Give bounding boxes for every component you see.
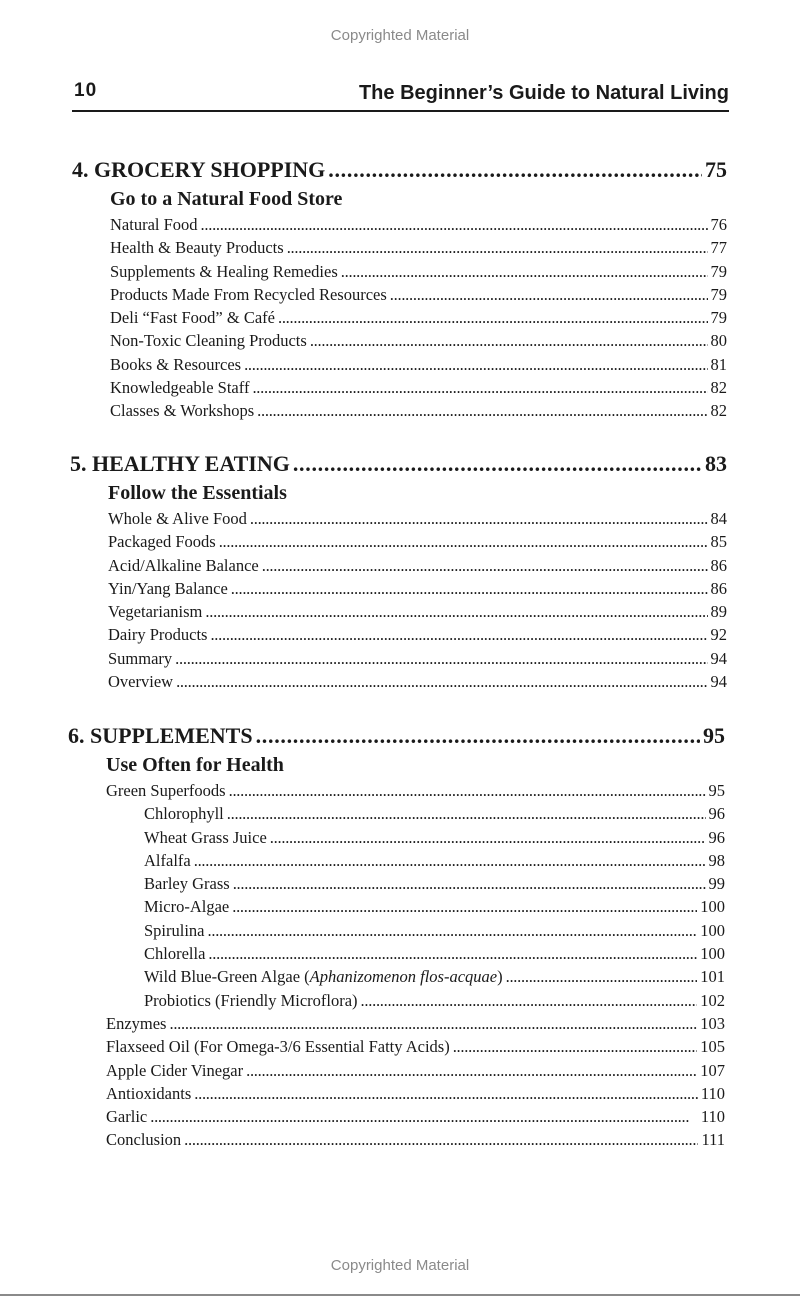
toc-entry-page: 110 — [700, 1083, 725, 1103]
toc-entry — [106, 1059, 725, 1082]
toc-entry-label: Summary — [108, 648, 173, 668]
toc-entry-page: 77 — [710, 238, 727, 258]
copyright-watermark-top: Copyrighted Material — [330, 27, 470, 44]
dot-leader — [194, 1082, 698, 1105]
toc-entry-page: 79 — [710, 284, 727, 304]
toc-subentry — [106, 802, 725, 825]
toc-entry-label: Green Superfoods — [106, 781, 226, 800]
dot-leader — [231, 577, 708, 600]
dot-leader — [341, 260, 708, 283]
toc-entry-label: Apple Cider Vinegar — [106, 1060, 244, 1080]
toc-entry-page: 86 — [710, 555, 727, 575]
toc-entry-page: 111 — [701, 1130, 725, 1150]
chapter-page: 83 — [705, 451, 727, 476]
toc-entry — [110, 236, 727, 259]
toc-subentry — [106, 965, 725, 988]
toc-entry-page: 81 — [710, 354, 727, 374]
dot-leader — [233, 872, 706, 895]
toc-entry-label: Antioxidants — [106, 1083, 192, 1103]
toc-entry-label: Chlorophyll — [144, 804, 224, 824]
toc-entry — [110, 306, 727, 329]
toc-entry-label: Products Made From Recycled Resources — [110, 284, 387, 304]
dot-leader — [287, 236, 708, 259]
dot-leader — [232, 895, 697, 918]
running-header — [72, 80, 729, 112]
toc-entry — [108, 647, 727, 670]
toc-entry-label: Barley Grass — [144, 874, 230, 894]
dot-leader — [208, 942, 697, 965]
toc-subentry — [106, 872, 725, 895]
dot-leader — [361, 989, 698, 1012]
toc-entry-label: Dairy Products — [108, 625, 208, 645]
toc-entry — [110, 353, 727, 376]
dot-leader — [278, 306, 708, 329]
toc-entry-page: 76 — [710, 215, 727, 234]
toc-subentry — [106, 942, 725, 965]
toc-entry-page: 103 — [700, 1013, 725, 1033]
dot-leader — [257, 399, 707, 422]
chapter-title: 6. SUPPLEMENTS — [68, 723, 253, 748]
dot-leader — [390, 283, 708, 306]
toc-entry-label: Whole & Alive Food — [108, 509, 247, 528]
dot-leader — [246, 1059, 697, 1082]
toc-entry-label: Health & Beauty Products — [110, 238, 284, 258]
toc-entry-label: Acid/Alkaline Balance — [108, 555, 259, 575]
toc-entry-label: Micro-Algae — [144, 897, 230, 917]
toc-entry-label: Spirulina — [144, 920, 205, 940]
toc-entry — [110, 399, 727, 422]
toc-entry-page: 100 — [700, 897, 725, 917]
dot-leader — [256, 721, 700, 751]
toc-entry-label: Conclusion — [106, 1130, 182, 1150]
chapter-heading — [72, 155, 727, 185]
toc-entry-page: 102 — [700, 990, 725, 1010]
toc-entry — [106, 1082, 725, 1105]
dot-leader — [270, 826, 706, 849]
dot-leader — [250, 507, 708, 530]
toc-subentry — [106, 989, 725, 1012]
toc-subentry — [106, 826, 725, 849]
toc-entry-page: 94 — [710, 672, 727, 692]
chapter-subtitle: Go to a Natural Food Store — [110, 188, 343, 210]
toc-entry-page: 89 — [710, 602, 727, 622]
dot-leader — [208, 919, 698, 942]
toc-entry-label: Deli “Fast Food” & Café — [110, 308, 275, 328]
toc-entry-label: Vegetarianism — [108, 602, 203, 622]
toc-entry-page: 96 — [708, 804, 725, 824]
toc-entry — [106, 1105, 725, 1128]
chapter-heading — [68, 721, 725, 751]
chapter-page: 95 — [703, 723, 725, 748]
dot-leader — [169, 1012, 697, 1035]
toc-entry-page: 85 — [710, 532, 727, 552]
chapter-title: 4. GROCERY SHOPPING — [72, 157, 326, 182]
toc-entry-label: Natural Food — [110, 215, 198, 234]
dot-leader — [210, 623, 707, 646]
toc-entry — [106, 779, 725, 802]
toc-entry-page: 86 — [710, 578, 727, 598]
toc-entry-label: Non-Toxic Cleaning Products — [110, 331, 307, 351]
toc-entry-label: Books & Resources — [110, 354, 242, 374]
toc-entry — [106, 1012, 725, 1035]
dot-leader — [227, 802, 706, 825]
toc-entry — [110, 376, 727, 399]
toc-entry — [110, 329, 727, 352]
toc-entry-label: Chlorella — [144, 944, 206, 964]
toc-entry-label: Garlic — [106, 1107, 148, 1127]
toc-entry-label: Wheat Grass Juice — [144, 827, 267, 847]
toc-entry — [108, 507, 727, 530]
toc-entry — [108, 577, 727, 600]
toc-entry-page: 80 — [710, 331, 727, 351]
toc-entry-page: 79 — [710, 261, 727, 281]
dot-leader — [453, 1035, 698, 1058]
toc-entry-page: 99 — [708, 874, 725, 894]
toc-entry-label: Yin/Yang Balance — [108, 578, 228, 598]
dot-leader — [176, 670, 707, 693]
toc-entry-page: 101 — [700, 967, 725, 987]
toc-entry-label: Packaged Foods — [108, 532, 216, 552]
toc-entry — [108, 600, 727, 623]
toc-entry-label: Flaxseed Oil (For Omega-3/6 Essential Fatty Acids) — [106, 1037, 450, 1057]
toc-entry — [108, 530, 727, 553]
dot-leader — [506, 965, 698, 988]
dot-leader — [184, 1128, 698, 1151]
chapter-page: 75 — [705, 157, 727, 182]
toc-entry-page: 82 — [710, 378, 727, 398]
dot-leader — [205, 600, 707, 623]
scan-edge-rule — [0, 1294, 800, 1296]
toc-entry-label: Wild Blue-Green Algae (Aphanizomenon flos-acquae) — [144, 967, 503, 987]
chapter-subtitle: Follow the Essentials — [108, 482, 287, 504]
toc-entry-label: Enzymes — [106, 1013, 167, 1033]
toc-entry-page: 95 — [708, 781, 725, 800]
dot-leader — [244, 353, 707, 376]
toc-entry-label: Knowledgeable Staff — [110, 378, 250, 398]
toc-entry-page: 100 — [700, 920, 725, 940]
dot-leader — [201, 213, 708, 236]
toc-entry-page: 79 — [710, 308, 727, 328]
toc-entry — [110, 283, 727, 306]
toc-entry-page: 92 — [710, 625, 727, 645]
toc-chapter-healthy-eating — [70, 449, 727, 693]
toc-entry-label: Classes & Workshops — [110, 401, 255, 421]
chapter-subtitle: Use Often for Health — [106, 754, 284, 776]
page-number: 10 — [74, 80, 98, 101]
dot-leader — [252, 376, 707, 399]
toc-entry-page: 100 — [700, 944, 725, 964]
dot-leader — [328, 155, 702, 185]
toc-subentry — [106, 919, 725, 942]
book-title: The Beginner’s Guide to Natural Living — [358, 82, 729, 104]
dot-leader — [262, 554, 708, 577]
dot-leader — [229, 779, 706, 802]
toc-entry-page: 110 — [700, 1107, 725, 1127]
toc-entry-page: 84 — [710, 509, 727, 528]
dot-leader — [293, 449, 702, 479]
toc-entry — [106, 1128, 725, 1151]
toc-subentry — [106, 849, 725, 872]
toc-entry-label: Supplements & Healing Remedies — [110, 261, 338, 281]
dot-leader — [219, 530, 708, 553]
toc-entry-page: 107 — [700, 1060, 725, 1080]
dot-leader — [194, 849, 706, 872]
toc-entry-label: Probiotics (Friendly Microflora) — [144, 990, 358, 1010]
toc-entry-page: 96 — [708, 827, 725, 847]
chapter-heading — [70, 449, 727, 479]
toc-entry-page: 98 — [708, 850, 725, 870]
species-name: Aphanizomenon flos-acquae — [309, 967, 498, 987]
toc-entry-label: Overview — [108, 672, 174, 692]
dot-leader — [150, 1105, 698, 1128]
toc-chapter-supplements — [68, 721, 725, 1152]
dot-leader — [175, 647, 707, 670]
copyright-watermark-bottom: Copyrighted Material — [330, 1257, 470, 1274]
toc-entry-page: 82 — [710, 401, 727, 421]
toc-entry — [110, 260, 727, 283]
toc-entry — [110, 213, 727, 236]
toc-entry-page: 94 — [710, 648, 727, 668]
toc-entry — [108, 670, 727, 693]
toc-entry-page: 105 — [700, 1037, 725, 1057]
toc-subentry — [106, 895, 725, 918]
dot-leader — [310, 329, 708, 352]
toc-entry — [108, 623, 727, 646]
chapter-title: 5. HEALTHY EATING — [70, 451, 290, 476]
toc-entry — [106, 1035, 725, 1058]
toc-entry-label: Alfalfa — [144, 850, 191, 870]
toc-entry — [108, 554, 727, 577]
toc-chapter-grocery-shopping — [72, 155, 727, 423]
